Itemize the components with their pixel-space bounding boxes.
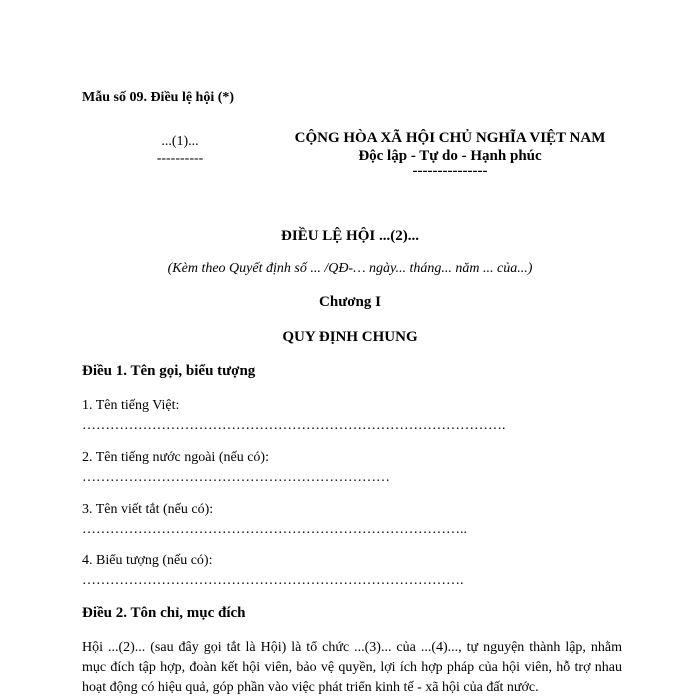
article-1-item-4-fill-line: ………………………………………………………………………. xyxy=(82,573,464,588)
article-1-heading: Điều 1. Tên gọi, biểu tượng xyxy=(82,363,256,379)
issuing-organization-underline: ---------- xyxy=(156,151,204,166)
article-1-item-2-fill-line: ………………………………………………………… xyxy=(82,470,390,485)
article-1-item-4-label: 4. Biểu tượng (nếu có): xyxy=(82,553,213,568)
article-1-item-3-label: 3. Tên viết tắt (nếu có): xyxy=(82,502,214,517)
document-subtitle: (Kèm theo Quyết định số ... /QĐ-… ngày... tháng... năm ... của...) xyxy=(167,261,533,276)
document-title: ĐIỀU LỆ HỘI ...(2)... xyxy=(281,228,419,244)
article-2-paragraph: Hội ...(2)... (sau đây gọi tắt là Hội) là tổ chức ...(3)... của ...(4)..., tự nguyện thành lập, nhằm mục đích tập hợp, đoàn kết hội viên, bảo vệ quyền, lợi ích hợp pháp của hội viên, hỗ trợ nhau hoạt động có hiệu quả, góp phần vào việc phát triển kinh tế - xã hội của đất nước. xyxy=(82,640,622,695)
national-motto-underline: --------------- xyxy=(412,163,488,179)
article-1-item-1-fill-line: ………………………………………………………………………………. xyxy=(82,418,506,433)
national-motto-header xyxy=(280,129,620,177)
article-1-item-2-label: 2. Tên tiếng nước ngoài (nếu có): xyxy=(82,450,269,465)
chapter-title: QUY ĐỊNH CHUNG xyxy=(282,329,418,345)
issuing-organization-header xyxy=(150,133,210,167)
chapter-number: Chương I xyxy=(319,294,381,310)
article-1-item-3-fill-line: ……………………………………………………………………….. xyxy=(82,522,467,537)
article-2-heading: Điều 2. Tôn chỉ, mục đích xyxy=(82,605,246,621)
country-name: CỘNG HÒA XÃ HỘI CHỦ NGHĨA VIỆT NAM xyxy=(294,130,606,146)
article-1-item-1-label: 1. Tên tiếng Việt: xyxy=(82,398,180,413)
issuing-organization-placeholder: ...(1)... xyxy=(161,134,199,149)
national-motto: Độc lập - Tự do - Hạnh phúc xyxy=(358,148,542,164)
form-label: Mẫu số 09. Điều lệ hội (*) xyxy=(82,90,235,105)
